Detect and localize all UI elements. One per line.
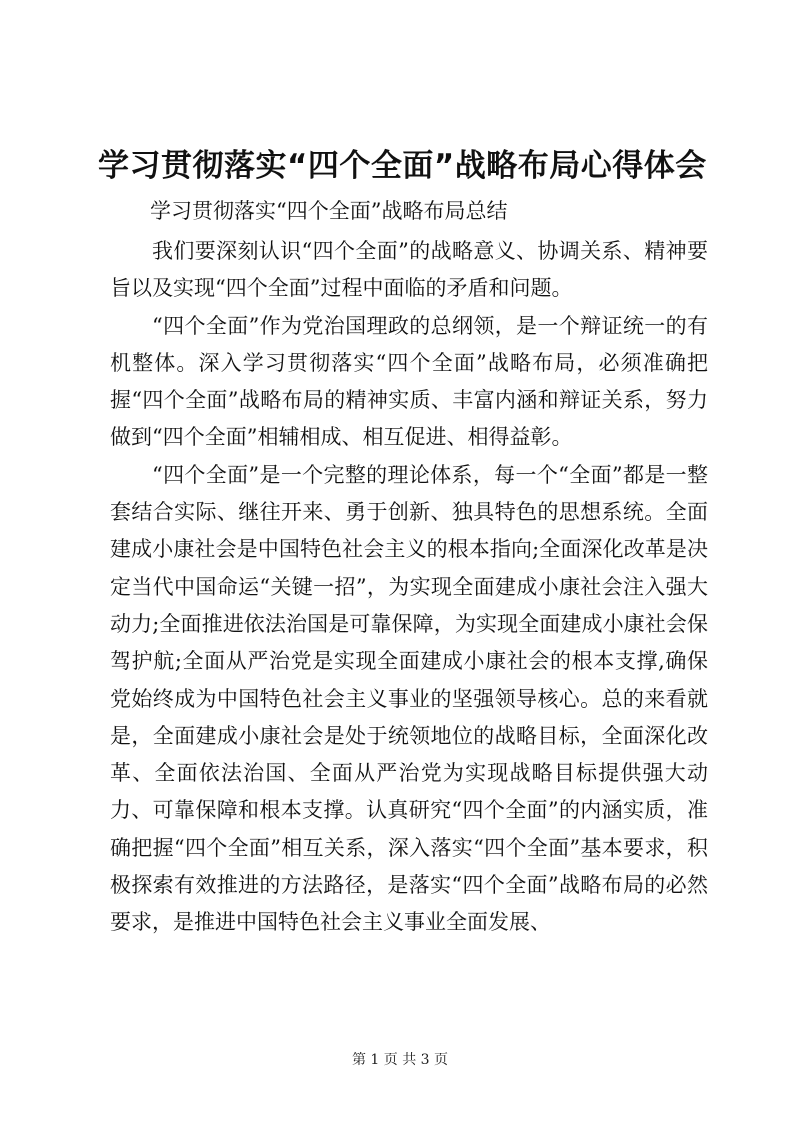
paragraph: “四个全面”作为党治国理政的总纲领，是一个辩证统一的有机整体。深入学习贯彻落实“四个全面”战略布局，必须准确把握“四个全面”战略布局的精神实质、丰富内涵和辩证关系，努力做到“四个全面”相辅相成、相互促进、相得益彰。 bbox=[110, 313, 708, 450]
paragraph: “四个全面”是一个完整的理论体系，每一个“全面”都是一整套结合实际、继往开来、勇于创新、独具特色的思想系统。全面建成小康社会是中国特色社会主义的根本指向;全面深化改革是决定当代中国命运“关键一招”，为实现全面建成小康社会注入强大动力;全面推进依法治国是可靠保障，为实现全面建成小康社会保驾护航;全面从严治党是实现全面建成小康社会的根本支撑,确保党始终成为中国特色社会主义事业的坚强领导核心。总的来看就是，全面建成小康社会是处于统领地位的战略目标，全面深化改革、全面依法治国、全面从严治党为实现战略目标提供强大动力、可靠保障和根本支撑。认真研究“四个全面”的内涵实质，准确把握“四个全面”相互关系，深入落实“四个全面”基本要求，积极探索有效推进的方法路径，是落实“四个全面”战略布局的必然要求，是推进中国特色社会主义事业全面发展、 bbox=[110, 462, 708, 935]
page-footer: 第 1 页 共 3 页 bbox=[351, 1052, 449, 1068]
document-body bbox=[110, 233, 708, 942]
paragraph: 我们要深刻认识“四个全面”的战略意义、协调关系、精神要旨以及实现“四个全面”过程中面临的矛盾和问题。 bbox=[110, 239, 708, 301]
document-subtitle: 学习贯彻落实“四个全面”战略布局总结 bbox=[150, 199, 508, 223]
document-title: 学习贯彻落实“四个全面”战略布局心得体会 bbox=[98, 148, 707, 184]
